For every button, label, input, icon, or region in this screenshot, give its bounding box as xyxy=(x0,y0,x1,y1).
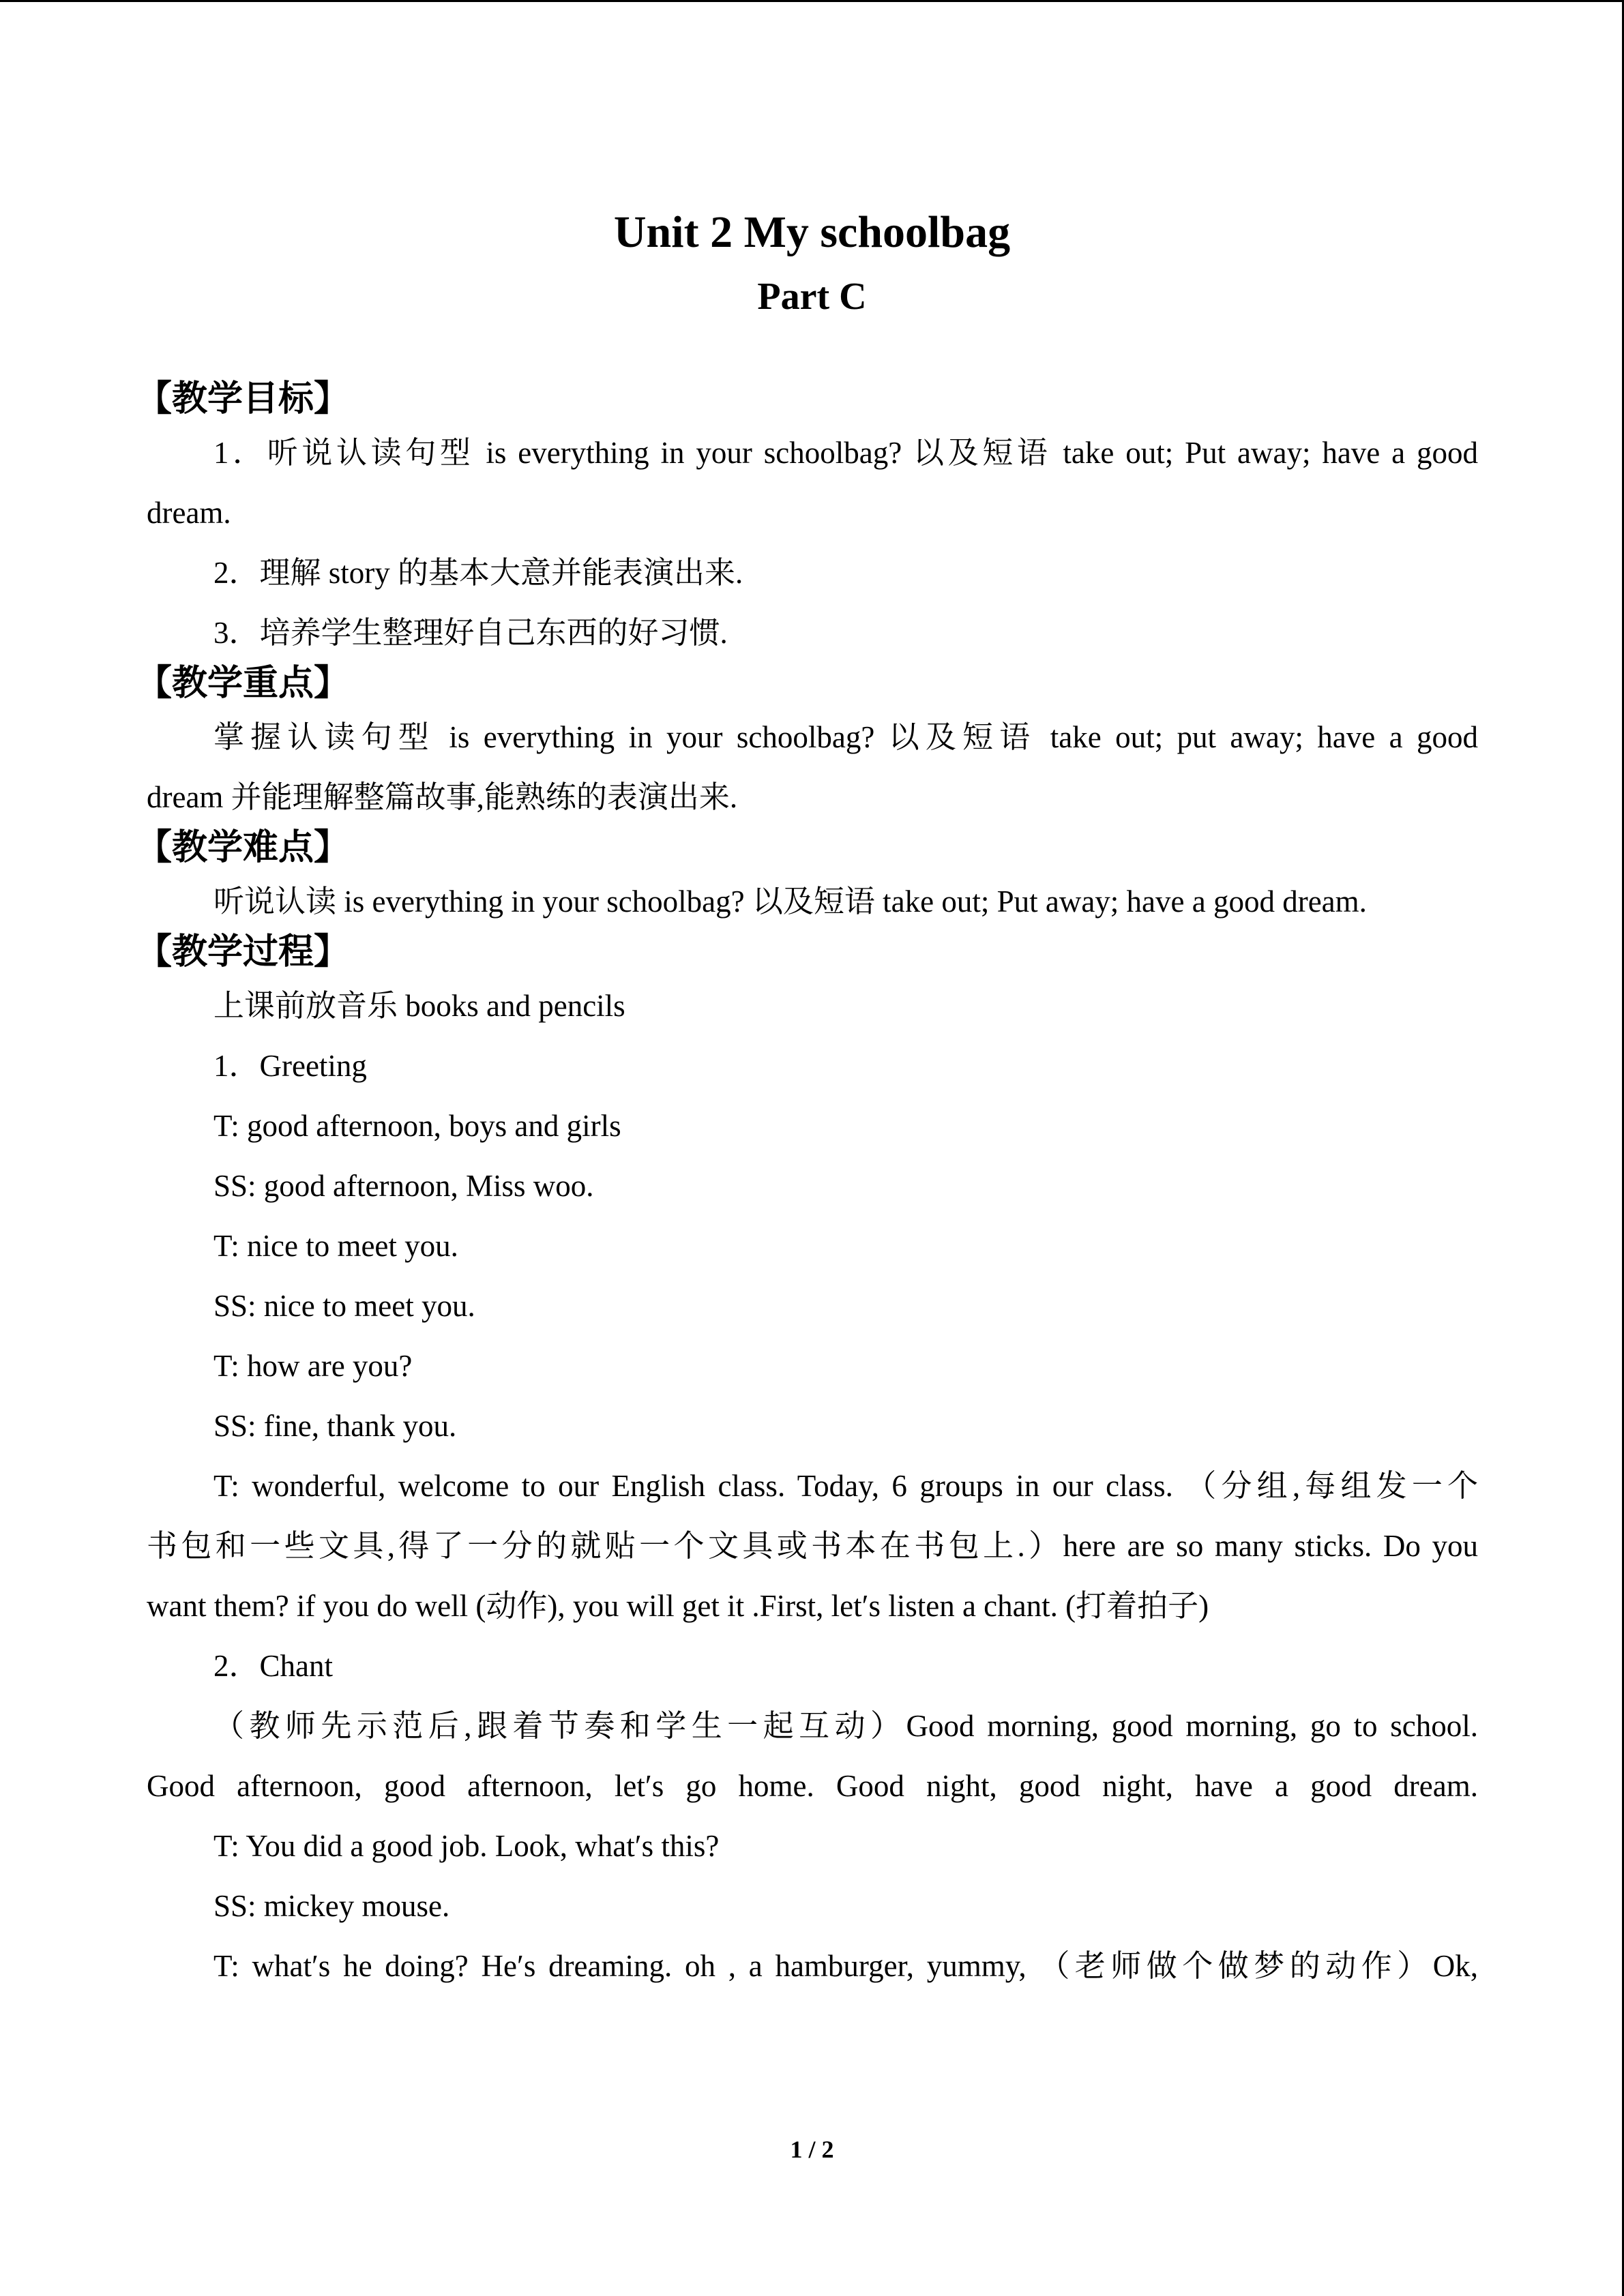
section-heading-difficulties: 【教学难点】 xyxy=(136,827,350,868)
difficulty-line: 听说认读 is everything in your schoolbag? 以及短语 take out; Put away; have a good dream. xyxy=(213,884,1367,919)
process-line: 1．Greeting xyxy=(213,1049,367,1083)
process-line: T: You did a good job. Look, what′s this? xyxy=(213,1829,720,1863)
process-line: （教师先示范后,跟着节奏和学生一起互动）Good morning, good morning, go to school. xyxy=(213,1709,1478,1743)
objective-line: 2．理解 story 的基本大意并能表演出来. xyxy=(213,556,743,590)
objective-line: dream. xyxy=(147,496,231,530)
document-subtitle: Part C xyxy=(757,275,867,318)
section-heading-objectives: 【教学目标】 xyxy=(136,378,350,419)
top-border xyxy=(0,0,1624,2)
process-line: T: what′s he doing? He′s dreaming. oh , a hamburger, yummy, （老师做个做梦的动作）Ok, xyxy=(213,1949,1478,1983)
objective-line: 3．培养学生整理好自己东西的好习惯. xyxy=(213,616,728,650)
process-line: 上课前放音乐 books and pencils xyxy=(213,989,625,1023)
document-title: Unit 2 My schoolbag xyxy=(613,207,1011,257)
section-heading-key-points: 【教学重点】 xyxy=(136,663,350,704)
process-line: 2．Chant xyxy=(213,1649,333,1683)
process-line: T: nice to meet you. xyxy=(213,1229,458,1263)
process-line: T: how are you? xyxy=(213,1349,413,1383)
key-point-line: dream 并能理解整篇故事,能熟练的表演出来. xyxy=(147,780,738,814)
section-heading-process: 【教学过程】 xyxy=(136,931,350,972)
process-line: want them? if you do well (动作), you will get it .First, let′s listen a chant. (打着拍子) xyxy=(147,1589,1209,1623)
process-line: Good afternoon, good afternoon, let′s go home. Good night, good night, have a good dream. xyxy=(147,1769,1478,1803)
page-number: 1 / 2 xyxy=(790,2136,834,2163)
process-line: SS: good afternoon, Miss woo. xyxy=(213,1169,594,1203)
process-line: T: wonderful, welcome to our English class. Today, 6 groups in our class. （分组,每组发一个 xyxy=(213,1469,1478,1503)
process-line: SS: mickey mouse. xyxy=(213,1889,450,1923)
process-line: T: good afternoon, boys and girls xyxy=(213,1109,621,1143)
process-line: SS: fine, thank you. xyxy=(213,1409,457,1443)
process-line: SS: nice to meet you. xyxy=(213,1289,475,1323)
key-point-line: 掌握认读句型 is everything in your schoolbag? 以及短语 take out; put away; have a good xyxy=(213,720,1478,754)
objective-line: 1．听说认读句型 is everything in your schoolbag? 以及短语 take out; Put away; have a good xyxy=(213,436,1478,470)
process-line: 书包和一些文具,得了一分的就贴一个文具或书本在书包上.）here are so many sticks. Do you xyxy=(147,1529,1478,1563)
document-body xyxy=(136,378,1478,1996)
